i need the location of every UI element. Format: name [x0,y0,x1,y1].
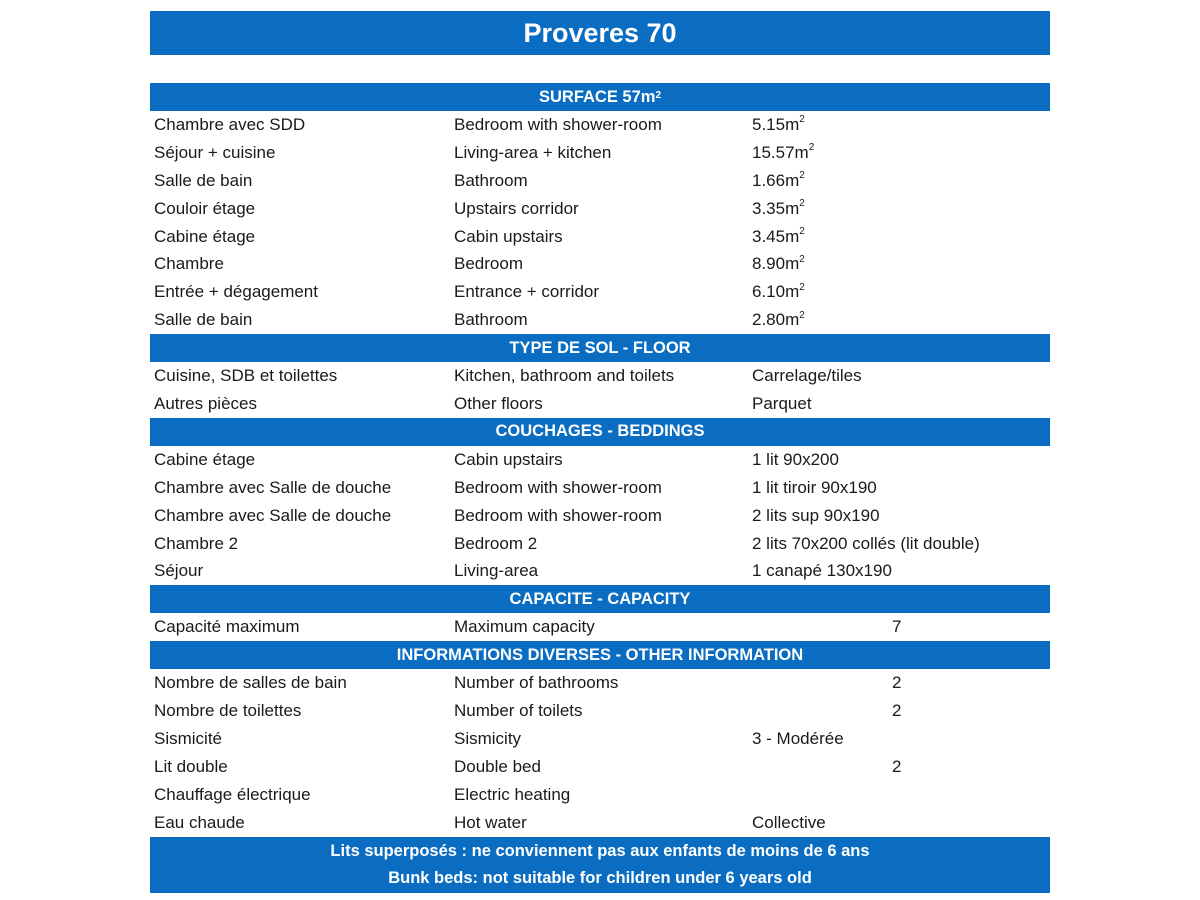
french-label-cell: Chauffage électrique [154,784,311,804]
value-text: Parquet [752,393,812,413]
table-row [150,111,1050,139]
english-label-cell: Bedroom with shower-room [454,114,662,134]
english-label-cell: Hot water [454,812,527,832]
value-text: 8.90m [752,254,800,274]
value-text: 3 - Modérée [752,728,844,748]
value-text: 2 [892,701,902,721]
value-text: 3.35m [752,198,800,218]
french-label-cell: Cabine étage [154,449,256,469]
table-row [150,669,1050,697]
table-row [150,557,1050,585]
french-label-cell: Sismicité [154,728,223,748]
unit-superscript: 2 [799,225,805,237]
table-row [150,613,1050,641]
unit-superscript: 2 [799,309,805,321]
page-title: Proveres 70 [150,11,1050,55]
value-cell [750,366,1050,386]
section-header-label: COUCHAGES - BEDDINGS [495,422,705,441]
table-row [150,306,1050,334]
french-label-cell: Salle de bain [154,310,253,330]
french-label-cell: Nombre de toilettes [154,701,302,721]
value-text: 2 [892,756,902,776]
value-cell [750,143,1050,163]
value-text: 2 [892,673,902,693]
english-label-cell: Number of toilets [454,701,583,721]
table-row [150,809,1050,837]
french-label-cell: Couloir étage [154,198,256,218]
value-text: 2 lits 70x200 collés (lit double) [752,533,980,553]
french-label-cell: Séjour + cuisine [154,142,276,162]
section-header [150,641,1050,669]
english-label-cell: Living-area [454,561,539,581]
english-label-cell: Maximum capacity [454,617,595,637]
english-label-cell: Bedroom [454,254,523,274]
english-label-cell: Other floors [454,393,543,413]
value-text: 1 canapé 130x190 [752,561,892,581]
value-cell [750,506,1050,526]
unit-superscript: 2 [799,114,805,126]
table-row [150,139,1050,167]
section-header-label: INFORMATIONS DIVERSES - OTHER INFORMATION [396,645,804,664]
english-label-cell: Double bed [454,756,541,776]
unit-superscript: 2 [799,197,805,209]
value-text: 1.66m [752,170,800,190]
french-label-cell: Capacité maximum [154,617,300,637]
english-label-cell: Bedroom with shower-room [454,505,662,525]
value-text: 7 [892,617,902,637]
french-label-cell: Lit double [154,756,228,776]
table-row [150,502,1050,530]
value-text: Collective [752,812,826,832]
section-header [150,418,1050,446]
value-text: 1 lit tiroir 90x190 [752,477,877,497]
french-label-cell: Salle de bain [154,170,253,190]
english-label-cell: Number of bathrooms [454,673,619,693]
french-label-cell: Eau chaude [154,812,245,832]
unit-superscript: 2 [799,253,805,265]
value-cell [750,478,1050,498]
english-label-cell: Electric heating [454,784,571,804]
french-label-cell: Cabine étage [154,226,256,246]
value-cell [750,561,1050,581]
english-label-cell: Bedroom with shower-room [454,477,662,497]
value-cell [750,227,1050,247]
section-header-label: TYPE DE SOL - FLOOR [509,338,691,357]
english-label-cell: Entrance + corridor [454,282,600,302]
value-text: 2 lits sup 90x190 [752,505,880,525]
english-label-cell: Sismicity [454,728,522,748]
table-row [150,390,1050,418]
table-row [150,725,1050,753]
french-label-cell: Chambre [154,254,224,274]
value-cell [750,617,1050,637]
value-cell [750,757,1050,777]
value-text: 2.80m [752,310,800,330]
table-row [150,278,1050,306]
value-cell [750,729,1050,749]
english-label-cell: Bathroom [454,310,528,330]
value-cell [750,701,1050,721]
value-cell [750,450,1050,470]
footer-notice [150,837,1050,893]
english-label-cell: Bathroom [454,170,528,190]
table-row [150,362,1050,390]
table-row [150,195,1050,223]
value-cell [750,254,1050,274]
value-cell [750,310,1050,330]
french-label-cell: Chambre avec Salle de douche [154,477,392,497]
french-label-cell: Séjour [154,561,204,581]
table-row [150,223,1050,251]
section-header-label: CAPACITE - CAPACITY [509,589,691,608]
section-header-label: SURFACE 57m [538,87,656,106]
english-label-cell: Upstairs corridor [454,198,579,218]
value-cell [750,813,1050,833]
french-label-cell: Chambre avec SDD [154,114,306,134]
section-header: SURFACE 57m $^2$ [150,83,1050,111]
value-cell [750,282,1050,302]
table-row [150,474,1050,502]
table-row [150,753,1050,781]
section-header [150,585,1050,613]
table-row [150,781,1050,809]
french-label-cell: Cuisine, SDB et toilettes [154,366,338,386]
value-text: 6.10m [752,282,800,302]
value-text: 15.57m [752,142,809,162]
english-label-cell: Cabin upstairs [454,449,563,469]
table-row [150,697,1050,725]
english-label-cell: Kitchen, bathroom and toilets [454,366,675,386]
table-row [150,167,1050,195]
french-label-cell: Entrée + dégagement [154,282,318,302]
value-text: 1 lit 90x200 [752,449,839,469]
table-row [150,446,1050,474]
english-label-cell: Living-area + kitchen [454,142,612,162]
unit-superscript: 2 [799,281,805,293]
value-cell [750,534,1050,554]
value-cell [750,199,1050,219]
french-label-cell: Chambre 2 [154,533,239,553]
french-label-cell: Chambre avec Salle de douche [154,505,392,525]
french-label-cell: Nombre de salles de bain [154,673,347,693]
unit-superscript: 2 [808,142,815,154]
english-label-cell: Cabin upstairs [454,226,563,246]
value-cell [750,394,1050,414]
table-row [150,530,1050,558]
value-text: Carrelage/tiles [752,366,862,386]
footer-line-french: Lits superposés : ne conviennent pas aux enfants de moins de 6 ans [330,841,870,860]
value-cell [750,673,1050,693]
value-cell [750,171,1050,191]
french-label-cell: Autres pièces [154,393,257,413]
english-label-cell: Bedroom 2 [454,533,538,553]
table-row [150,250,1050,278]
footer-line-english: Bunk beds: not suitable for children under 6 years old [388,868,812,887]
unit-superscript: 2 [799,170,805,182]
value-cell [750,115,1050,135]
value-text: 5.15m [752,114,800,134]
property-sheet [150,83,1050,893]
value-text: 3.45m [752,226,800,246]
section-header [150,334,1050,362]
